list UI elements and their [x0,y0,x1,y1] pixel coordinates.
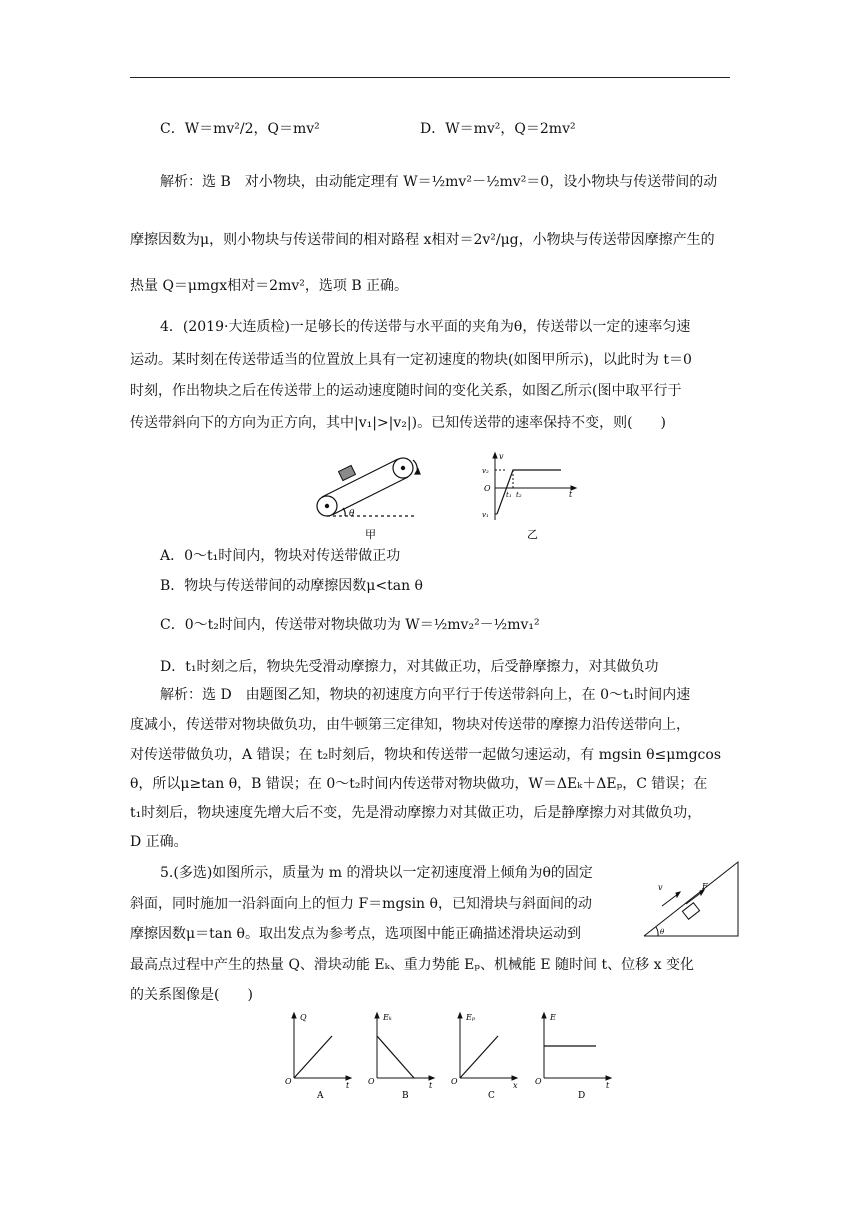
question-5-line-5: 的关系图像是( ) [130,987,253,1003]
graph-d-xlabel: t [606,1081,610,1090]
graph-d [542,1013,611,1080]
option-c-previous: C．W＝mv²/2，Q＝mv² [160,121,320,137]
question-5-line-2: 斜面，同时施加一沿斜面向上的恒力 F＝mgsin θ，已知滑块与斜面间的动 [130,896,592,912]
solution-4-line-5: t₁时刻后，物块速度先增大后不变，先是滑动摩擦力对其做正功，后是静摩擦力对其做负功， [130,805,702,821]
v1-label: v₁ [482,511,489,519]
solution-4-line-2: 度减小，传送带对物块做负功，由牛顿第三定律知，物块对传送带的摩擦力沿传送带向上， [130,717,690,733]
header-rule [130,77,730,78]
figure-yi-caption: 乙 [527,528,538,541]
solution-4-line-1: 解析：选 D 由题图乙知，物块的初速度方向平行于传送带斜向上，在 0～t₁时间内速 [160,687,691,703]
solution-4-line-6: D 正确。 [130,834,188,850]
question-4-option-c: C．0～t₂时间内，传送带对物块做功为 W＝½mv₂²－½mv₁² [160,617,540,633]
velocity-time-graph [475,450,595,542]
graph-a-origin: O [285,1077,292,1086]
solution-3-line-3: 热量 Q＝μmgx相对＝2mv²，选项 B 正确。 [130,278,409,294]
graph-c-xlabel: x [513,1081,518,1090]
graph-c-origin: O [451,1077,458,1086]
graph-c [458,1013,517,1080]
t1-label: t₁ [506,491,512,499]
question-5-line-1: 5.(多选)如图所示，质量为 m 的滑块以一定初速度滑上倾角为θ的固定 [160,865,593,881]
t-axis-label: t [569,490,573,499]
graph-c-caption: C [488,1091,495,1101]
figure-jia-caption: 甲 [365,528,376,541]
conveyor-belt-figure [305,450,435,542]
question-4-line-4: 传送带斜向下的方向为正方向，其中|v₁|>|v₂|)。已知传送带的速率保持不变，则( ) [130,415,667,431]
incline-theta-label: θ [660,928,665,936]
graph-b-origin: O [368,1077,375,1086]
v-axis-label: v [499,452,504,461]
question-4-line-2: 运动。某时刻在传送带适当的位置放上具有一定初速度的物块(如图甲所示)，以此时为 t＝0 [130,352,692,368]
theta-label: θ [349,509,355,519]
origin-label: O [484,484,491,493]
solution-4-line-3: 对传送带做负功，A 错误；在 t₂时刻后，物块和传送带一起做匀速运动，有 mgsin θ≤μmgcos [130,747,722,763]
question-4-option-d: D．t₁时刻之后，物块先受滑动摩擦力，对其做正功，后受静摩擦力，对其做负功 [160,659,659,675]
answer-graphs [280,1010,620,1102]
question-4-line-3: 时刻，作出物块之后在传送带上的运动速度随时间的变化关系，如图乙所示(图中取平行于 [130,383,682,399]
graph-d-caption: D [578,1091,586,1101]
graph-a [292,1013,351,1080]
t2-label: t₂ [516,491,522,499]
solution-3-line-1: 解析：选 B 对小物块，由动能定理有 W＝½mv²－½mv²＝0，设小物块与传送带间的动 [160,174,718,190]
graph-b-xlabel: t [429,1081,433,1090]
force-label: F [702,882,708,891]
incline-slider-figure [640,858,740,940]
question-4-option-a: A．0～t₁时间内，物块对传送带做正功 [160,548,401,564]
question-5-line-4: 最高点过程中产生的热量 Q、滑块动能 Eₖ、重力势能 Eₚ、机械能 E 随时间 t、位移 x 变化 [130,957,694,973]
question-5-line-3: 摩擦因数μ＝tan θ。取出发点为参考点，选项图中能正确描述滑块运动到 [130,926,581,942]
graph-d-ylabel: E [550,1013,556,1022]
solution-3-line-2: 摩擦因数为μ，则小物块与传送带间的相对路程 x相对＝2v²/μg，小物块与传送带因摩擦产生的 [130,232,715,248]
graph-c-ylabel: Eₚ [466,1013,476,1022]
graph-d-origin: O [535,1077,542,1086]
graph-b-ylabel: Eₖ [383,1013,392,1022]
graph-b-caption: B [402,1091,409,1101]
graph-a-caption: A [317,1091,324,1101]
graph-b [375,1013,434,1080]
question-4-option-b: B．物块与传送带间的动摩擦因数μ<tan θ [160,578,423,594]
graph-a-xlabel: t [346,1081,350,1090]
v-label: v [658,883,663,892]
question-4-line-1: 4．(2019·大连质检)一足够长的传送带与水平面的夹角为θ，传送带以一定的速率匀速 [160,319,691,335]
v2-label: v₂ [482,467,489,475]
solution-4-line-4: θ，所以μ≥tan θ，B 错误；在 0～t₂时间内传送带对物块做功，W＝ΔEₖ＋ΔEₚ，C 错误；在 [130,776,708,792]
graph-a-ylabel: Q [300,1013,307,1022]
option-d-previous: D．W＝mv²，Q＝2mv² [420,121,576,137]
